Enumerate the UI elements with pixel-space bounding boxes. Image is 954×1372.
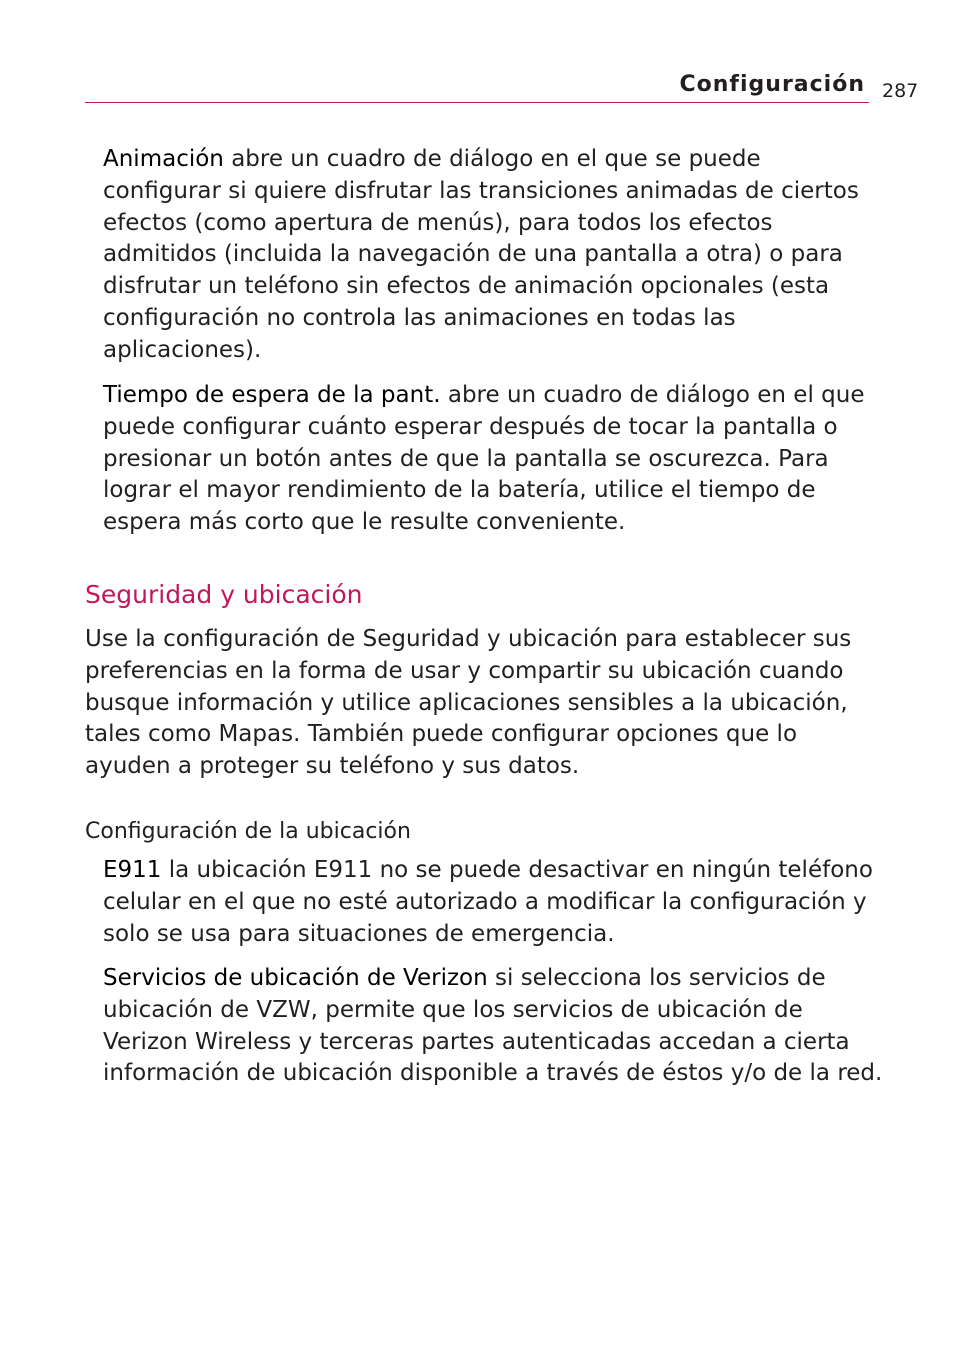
paragraph-text: abre un cuadro de diálogo en el que se puede configurar si quiere disfrutar las transiciones animadas de ciertos efectos (como apertura de menús), para todos los efectos admitidos (incluida la navegación de una pantalla a otra) o para disfrutar un teléfono sin efectos de animación opcionales (esta configuración no controla las animaciones en todas las aplicaciones). — [103, 146, 859, 363]
item-text: si selecciona los servicios de ubicación de VZW, permite que los servicios de ubicación de Verizon Wireless y terceras partes autenticadas accedan a cierta información de ubicación disponible a través de éstos y/o de la red. — [103, 965, 883, 1087]
item-text: la ubicación E911 no se puede desactivar en ningún teléfono celular en el que no esté autorizado a modificar la configuración y solo se usa para situaciones de emergencia. — [103, 857, 873, 947]
paragraph-tiempo-de-espera — [103, 380, 883, 539]
page-number: 287 — [882, 80, 919, 102]
term-e911: E911 — [103, 857, 162, 883]
term-servicios-verizon: Servicios de ubicación de Verizon — [103, 965, 488, 991]
section-heading: Seguridad y ubicación — [85, 580, 363, 609]
header-title: Configuración — [679, 72, 865, 97]
term-tiempo-de-espera: Tiempo de espera de la pant. — [103, 382, 441, 408]
item-servicios-verizon — [103, 963, 883, 1090]
term-animacion: Animación — [103, 146, 224, 172]
subheading: Configuración de la ubicación — [85, 819, 411, 844]
item-e911 — [103, 855, 883, 950]
paragraph-animacion — [103, 144, 883, 367]
section-intro: Use la configuración de Seguridad y ubicación para establecer sus preferencias en la forma de usar y compartir su ubicación cuando busque información y utilice aplicaciones sensibles a la ubicación, tales como Mapas. También puede configurar opciones que lo ayuden a proteger su teléfono y sus datos. — [85, 626, 852, 780]
running-header — [85, 70, 869, 103]
paragraph-text: abre un cuadro de diálogo en el que puede configurar cuánto esperar después de tocar la pantalla o presionar un botón antes de que la pantalla se oscurezca. Para lograr el mayor rendimiento de la batería, utilice el tiempo de espera más corto que le resulte conveniente. — [103, 382, 865, 536]
